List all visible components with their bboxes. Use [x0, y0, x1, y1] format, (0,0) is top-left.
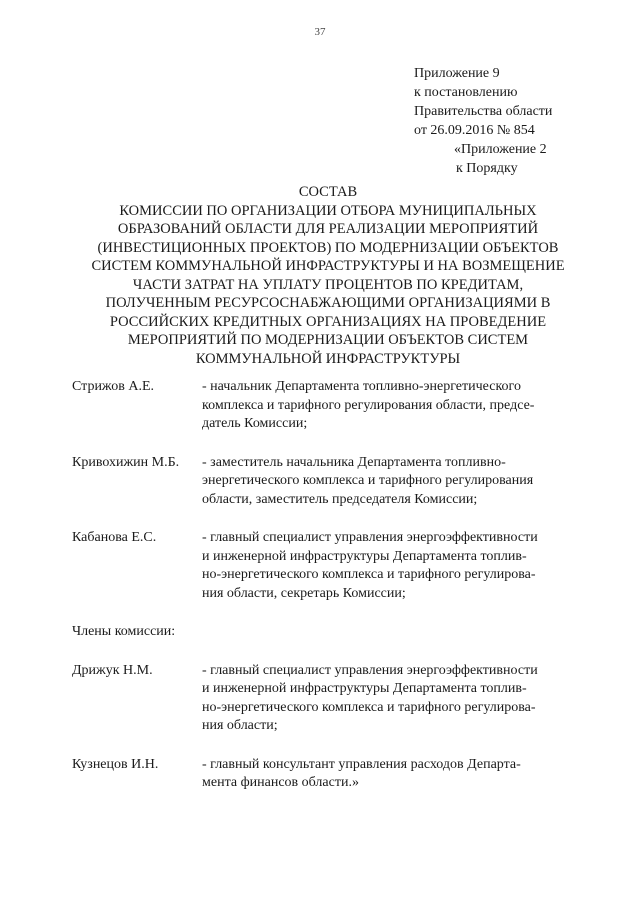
- role-line: мента финансов области.»: [202, 775, 359, 790]
- title-line: СОСТАВ: [298, 184, 358, 200]
- title-line: КОММУНАЛЬНОЙ ИНФРАСТРУКТУРЫ: [195, 350, 461, 367]
- role-line: энергетического комплекса и тарифного регулирования: [202, 473, 534, 488]
- member-name: Кривохижин М.Б.: [72, 454, 180, 470]
- member-name: Стрижов А.Е.: [72, 379, 155, 394]
- title-line: МЕРОПРИЯТИЙ ПО МОДЕРНИЗАЦИИ ОБЪЕКТОВ СИСТЕМ: [127, 332, 529, 348]
- member-row-chair: [72, 378, 572, 434]
- member-row: [72, 756, 572, 793]
- title-line: (ИНВЕСТИЦИОННЫХ ПРОЕКТОВ) ПО МОДЕРНИЗАЦИИ ОБЪЕКТОВ: [97, 239, 559, 256]
- appendix-line: Правительства области: [414, 104, 553, 119]
- appendix-reference: [414, 64, 552, 178]
- title-line: РОССИЙСКИХ КРЕДИТНЫХ ОРГАНИЗАЦИЯХ НА ПРОВЕДЕНИЕ: [109, 313, 547, 330]
- appendix-line: «Приложение 2: [454, 142, 547, 157]
- member-row: [72, 662, 572, 736]
- member-name: Кабанова Е.С.: [72, 530, 157, 545]
- role-line: ния области;: [202, 718, 278, 733]
- appendix-line: к постановлению: [414, 85, 518, 100]
- role-line: - главный консультант управления расходов Департа-: [202, 756, 521, 772]
- commission-composition: [72, 378, 572, 813]
- member-name: Кузнецов И.Н.: [72, 756, 159, 772]
- page-number: 37: [314, 26, 326, 38]
- member-role: [202, 378, 572, 434]
- member-row-secretary: [72, 529, 572, 603]
- member-row-deputy-chair: [72, 454, 572, 510]
- appendix-line: от 26.09.2016 № 854: [414, 123, 535, 138]
- member-role: [202, 662, 572, 736]
- role-line: ния области, секретарь Комиссии;: [202, 585, 406, 601]
- document-title: [90, 183, 566, 368]
- role-line: - главный специалист управления энергоэффективности: [202, 662, 538, 678]
- appendix-line: к Порядку: [456, 161, 518, 176]
- title-line: ЧАСТИ ЗАТРАТ НА УПЛАТУ ПРОЦЕНТОВ ПО КРЕДИТАМ,: [132, 276, 524, 293]
- role-line: датель Комиссии;: [202, 416, 308, 431]
- role-line: но-энергетического комплекса и тарифного регулирова-: [202, 567, 536, 582]
- member-role: [202, 529, 572, 603]
- role-line: но-энергетического комплекса и тарифного регулирова-: [202, 699, 536, 715]
- title-line: ОБРАЗОВАНИЙ ОБЛАСТИ ДЛЯ РЕАЛИЗАЦИИ МЕРОПРИЯТИЙ: [117, 221, 539, 237]
- role-line: области, заместитель председателя Комиссии;: [202, 491, 478, 507]
- title-line: СИСТЕМ КОММУНАЛЬНОЙ ИНФРАСТРУКТУРЫ И НА ВОЗМЕЩЕНИЕ: [91, 258, 565, 274]
- role-line: - главный специалист управления энергоэффективности: [202, 530, 538, 545]
- members-heading: Члены комиссии:: [72, 624, 176, 639]
- role-line: и инженерной инфраструктуры Департамента топлив-: [202, 681, 527, 696]
- member-role: [202, 454, 572, 510]
- member-role: [202, 756, 572, 793]
- role-line: - начальник Департамента топливно-энергетического: [202, 379, 521, 394]
- title-line: КОМИССИИ ПО ОРГАНИЗАЦИИ ОТБОРА МУНИЦИПАЛЬНЫХ: [119, 202, 537, 219]
- role-line: и инженерной инфраструктуры Департамента топлив-: [202, 548, 527, 564]
- role-line: комплекса и тарифного регулирования области, предсе-: [202, 397, 535, 413]
- appendix-line: Приложение 9: [414, 66, 500, 81]
- role-line: - заместитель начальника Департамента топливно-: [202, 454, 506, 470]
- title-line: ПОЛУЧЕННЫМ РЕСУРСОСНАБЖАЮЩИМИ ОРГАНИЗАЦИЯМИ В: [105, 295, 551, 311]
- member-name: Дрижук Н.М.: [72, 662, 153, 678]
